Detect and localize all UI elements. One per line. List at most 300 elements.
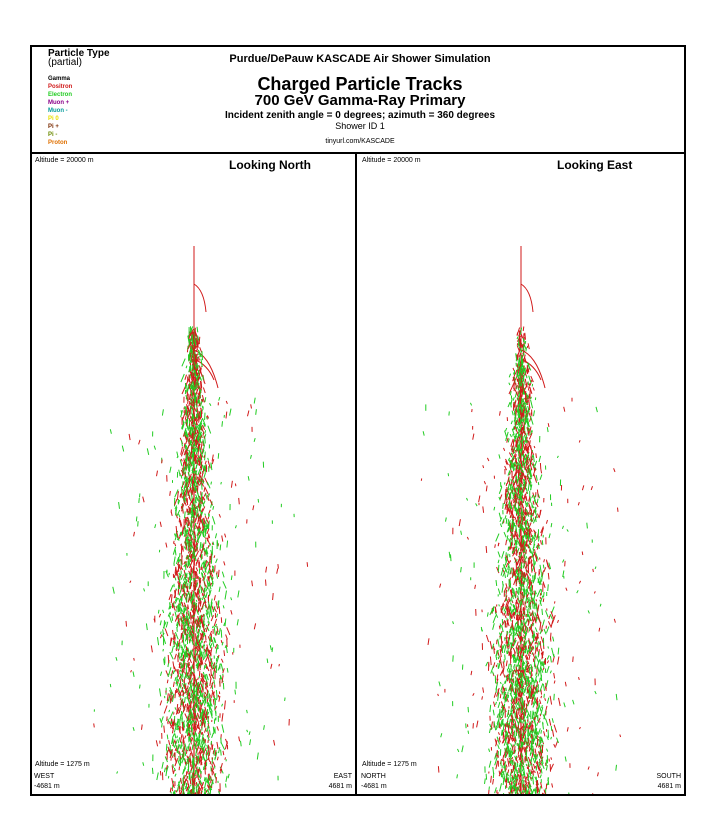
- stray-track: [187, 730, 188, 736]
- particle-track: [493, 672, 494, 675]
- particle-track: [508, 439, 509, 443]
- particle-track: [523, 327, 524, 332]
- stray-track: [140, 685, 141, 689]
- stray-track: [226, 412, 227, 419]
- stray-track: [257, 753, 258, 760]
- particle-track: [534, 730, 535, 735]
- particle-track: [217, 757, 218, 760]
- particle-track: [185, 406, 186, 410]
- stray-track: [267, 659, 268, 663]
- particle-track: [537, 687, 538, 694]
- particle-track: [533, 501, 534, 505]
- particle-track: [170, 652, 173, 659]
- particle-track: [173, 764, 174, 768]
- particle-track: [189, 747, 190, 751]
- particle-track: [533, 455, 534, 462]
- particle-track: [174, 670, 175, 672]
- particle-track: [193, 521, 194, 523]
- particle-track: [202, 646, 203, 649]
- stray-track: [170, 491, 171, 496]
- particle-track: [500, 783, 502, 791]
- shower-tracks-north: [32, 154, 357, 794]
- stray-track: [133, 672, 134, 677]
- particle-track: [500, 495, 502, 500]
- particle-track: [493, 623, 495, 630]
- stray-track: [218, 644, 219, 649]
- particle-track: [203, 675, 204, 683]
- particle-track: [176, 790, 177, 792]
- particle-track: [213, 727, 214, 732]
- particle-track: [183, 649, 184, 652]
- particle-track: [210, 698, 211, 707]
- stray-track: [199, 696, 200, 699]
- particle-track: [191, 566, 192, 568]
- particle-legend: [48, 49, 110, 147]
- particle-track: [174, 541, 175, 544]
- particle-track: [502, 691, 503, 694]
- particle-track: [503, 778, 504, 785]
- particle-track: [205, 436, 206, 444]
- particle-track: [157, 773, 159, 781]
- particle-track: [197, 327, 198, 333]
- particle-track: [204, 488, 205, 492]
- particle-track: [173, 630, 174, 635]
- particle-track: [200, 347, 202, 352]
- particle-track: [542, 540, 543, 545]
- particle-track: [534, 537, 536, 541]
- panel-looking-north: [32, 154, 357, 794]
- particle-track: [558, 657, 559, 665]
- particle-track: [185, 564, 186, 570]
- particle-track: [528, 645, 529, 649]
- particle-track: [175, 774, 176, 777]
- particle-track: [532, 752, 533, 758]
- particle-track: [532, 652, 533, 654]
- particle-track: [175, 567, 176, 574]
- particle-track: [185, 416, 186, 419]
- particle-track: [490, 724, 491, 727]
- particle-track: [225, 757, 226, 759]
- particle-track: [211, 741, 212, 745]
- particle-track: [172, 616, 173, 621]
- particle-track: [173, 733, 174, 736]
- particle-track: [527, 614, 528, 617]
- stray-track: [133, 727, 134, 731]
- particle-track: [537, 604, 538, 609]
- particle-track: [193, 733, 194, 736]
- particle-track: [523, 592, 524, 599]
- particle-track: [537, 723, 538, 726]
- particle-track: [531, 416, 534, 424]
- particle-track: [191, 789, 192, 791]
- particle-track: [530, 612, 531, 616]
- particle-track: [201, 441, 202, 443]
- particle-track: [178, 589, 179, 595]
- particle-track: [546, 765, 547, 770]
- particle-track: [209, 592, 210, 595]
- legend-item-pi-zero: Pi 0: [48, 116, 59, 122]
- stray-track: [219, 397, 220, 401]
- particle-track: [163, 649, 164, 651]
- stray-track: [271, 664, 272, 669]
- particle-track: [204, 436, 205, 438]
- particle-track: [494, 702, 495, 707]
- particle-track: [205, 528, 206, 532]
- particle-track: [531, 450, 532, 457]
- stray-track: [163, 610, 164, 613]
- stray-track: [222, 421, 223, 427]
- particle-track: [192, 758, 193, 765]
- particle-track: [179, 577, 180, 583]
- stray-track: [217, 614, 218, 618]
- particle-track: [186, 557, 187, 559]
- particle-track: [188, 577, 189, 582]
- particle-track: [505, 515, 506, 519]
- stray-track: [94, 723, 95, 727]
- stray-track: [219, 747, 220, 753]
- particle-track: [550, 671, 551, 674]
- particle-track: [211, 583, 212, 586]
- particle-track: [507, 675, 508, 677]
- particle-track: [215, 565, 216, 571]
- particle-track: [553, 637, 554, 642]
- particle-track: [512, 679, 513, 682]
- particle-track: [508, 648, 509, 654]
- altitude-bottom-label: Altitude = 1275 m: [35, 761, 90, 768]
- particle-track: [542, 630, 543, 632]
- particle-track: [498, 639, 500, 647]
- particle-track: [535, 771, 536, 773]
- particle-track: [504, 674, 505, 677]
- particle-track: [200, 585, 201, 591]
- particle-track: [183, 768, 186, 775]
- shower-tracks-east: [359, 154, 684, 794]
- particle-track: [196, 782, 197, 786]
- stray-track: [130, 581, 131, 583]
- particle-track: [531, 380, 532, 382]
- particle-track: [212, 693, 213, 698]
- particle-track: [522, 335, 523, 338]
- particle-track: [205, 461, 206, 464]
- particle-track: [551, 737, 552, 739]
- stray-track: [247, 710, 248, 713]
- particle-track: [489, 728, 490, 733]
- stray-track: [134, 658, 135, 661]
- particle-track: [177, 736, 178, 738]
- particle-track: [540, 775, 541, 779]
- stray-track: [216, 648, 217, 654]
- particle-track: [216, 690, 217, 697]
- legend-subtitle: (partial): [48, 57, 82, 68]
- stray-track: [226, 401, 227, 404]
- particle-track: [508, 519, 509, 524]
- particle-track: [554, 725, 557, 733]
- particle-track: [183, 655, 184, 662]
- stray-track: [191, 523, 192, 527]
- particle-track: [215, 533, 216, 538]
- particle-track: [532, 495, 533, 498]
- particle-track: [498, 755, 499, 758]
- particle-track: [496, 686, 497, 693]
- particle-track: [216, 601, 218, 609]
- stray-track: [162, 460, 163, 464]
- stray-track: [216, 777, 217, 783]
- stray-track: [202, 400, 203, 402]
- stray-track: [252, 581, 253, 587]
- stray-track: [224, 561, 225, 565]
- stray-track: [210, 403, 211, 406]
- particle-track: [518, 755, 519, 758]
- particle-track: [168, 655, 169, 663]
- particle-track: [185, 697, 186, 703]
- particle-track: [534, 540, 535, 548]
- particle-track: [529, 748, 530, 752]
- particle-track: [209, 588, 210, 592]
- particle-track: [533, 388, 534, 391]
- particle-track: [525, 379, 526, 386]
- particle-track: [525, 501, 526, 507]
- simulation-title: Purdue/DePauw KASCADE Air Shower Simulation: [229, 53, 491, 65]
- particle-track: [540, 659, 541, 665]
- particle-track: [509, 668, 510, 672]
- particle-track: [170, 612, 171, 615]
- particle-track: [552, 607, 555, 614]
- particle-track: [547, 660, 548, 663]
- particle-track: [515, 517, 516, 520]
- particle-track: [178, 737, 180, 743]
- particle-track: [209, 748, 210, 756]
- particle-track: [188, 780, 189, 785]
- particle-track: [180, 698, 181, 700]
- particle-track: [217, 696, 218, 700]
- particle-track: [530, 580, 531, 583]
- particle-track: [504, 707, 506, 712]
- particle-track: [529, 655, 530, 660]
- particle-track: [522, 571, 523, 578]
- particle-track: [189, 591, 190, 594]
- particle-track: [537, 771, 539, 778]
- particle-track: [535, 676, 537, 683]
- particle-track: [175, 723, 176, 725]
- particle-track: [195, 351, 196, 354]
- particle-track: [214, 748, 215, 755]
- particle-track: [204, 652, 205, 659]
- stray-track: [116, 657, 117, 661]
- particle-track: [223, 605, 224, 608]
- particle-track: [534, 691, 535, 694]
- stray-track: [231, 610, 232, 614]
- particle-track: [530, 497, 531, 502]
- stray-track: [226, 646, 227, 653]
- stray-track: [227, 541, 228, 548]
- particle-track: [181, 475, 182, 479]
- particle-track: [537, 499, 538, 504]
- particle-track: [186, 598, 187, 603]
- particle-track: [515, 656, 516, 661]
- particle-track: [196, 568, 198, 572]
- stray-track: [231, 481, 232, 488]
- particle-track: [206, 627, 207, 632]
- particle-track: [197, 632, 198, 634]
- particle-track: [526, 606, 527, 609]
- particle-track: [180, 714, 181, 721]
- particle-track: [175, 543, 176, 546]
- particle-track: [186, 668, 187, 676]
- particle-track: [185, 714, 188, 720]
- particle-track: [186, 458, 187, 462]
- particle-track: [518, 385, 519, 389]
- particle-track: [207, 674, 209, 680]
- particle-track: [526, 496, 527, 501]
- particle-track: [534, 464, 535, 467]
- particle-track: [490, 657, 491, 666]
- particle-track: [500, 524, 501, 527]
- particle-track: [509, 383, 510, 385]
- particle-track: [517, 426, 519, 431]
- stray-track: [110, 429, 111, 433]
- particle-track: [543, 620, 545, 626]
- particle-track: [174, 557, 175, 564]
- particle-track: [200, 377, 202, 381]
- particle-track: [506, 518, 507, 524]
- particle-track: [199, 722, 200, 728]
- particle-track: [533, 659, 534, 662]
- particle-track: [193, 665, 194, 669]
- particle-track: [524, 662, 525, 664]
- particle-track: [500, 694, 501, 698]
- stray-track: [144, 588, 145, 591]
- particle-track: [518, 457, 519, 462]
- panel-looking-east: [359, 154, 684, 794]
- particle-track: [208, 517, 209, 519]
- particle-track: [180, 670, 181, 672]
- stray-track: [270, 645, 271, 650]
- particle-track: [556, 741, 558, 746]
- stray-track: [235, 484, 236, 487]
- legend-title: Particle Type: [48, 48, 110, 59]
- particle-track: [168, 721, 169, 724]
- particle-track: [185, 736, 186, 739]
- stray-track: [254, 398, 255, 404]
- particle-track: [173, 661, 174, 669]
- particle-track: [225, 619, 226, 627]
- particle-track: [190, 435, 191, 439]
- particle-track: [183, 747, 184, 753]
- particle-track: [549, 719, 551, 726]
- particle-track: [552, 718, 553, 722]
- particle-track: [526, 556, 527, 558]
- particle-track: [551, 757, 552, 759]
- particle-track: [528, 772, 529, 781]
- particle-track: [515, 660, 516, 663]
- particle-track: [511, 720, 512, 722]
- particle-track: [181, 745, 182, 748]
- particle-track: [198, 691, 199, 695]
- particle-track: [543, 684, 544, 691]
- particle-track: [499, 513, 501, 519]
- stray-track: [156, 740, 157, 746]
- particle-track: [537, 589, 541, 597]
- particle-track: [195, 531, 196, 538]
- particle-track: [517, 407, 518, 413]
- stray-track: [238, 591, 239, 598]
- particle-track: [200, 681, 201, 684]
- stray-track: [279, 664, 280, 666]
- stray-track: [161, 632, 162, 635]
- particle-track: [511, 479, 512, 482]
- particle-track: [499, 487, 501, 493]
- particle-track: [517, 677, 518, 680]
- particle-track: [522, 679, 523, 687]
- stray-track: [151, 645, 152, 652]
- particle-track: [534, 410, 535, 416]
- particle-track: [541, 689, 542, 694]
- particle-track: [173, 682, 174, 687]
- particle-track: [536, 453, 537, 458]
- stray-track: [223, 751, 224, 755]
- particle-track: [552, 730, 553, 737]
- particle-track: [194, 461, 195, 466]
- particle-track: [493, 767, 494, 774]
- legend-item-muon-plus: Muon +: [48, 100, 70, 106]
- particle-track: [530, 418, 531, 422]
- particle-track: [506, 661, 507, 667]
- particle-track: [521, 528, 522, 536]
- stray-track: [264, 725, 265, 730]
- particle-track: [219, 587, 220, 592]
- particle-track: [209, 534, 210, 539]
- particle-track: [549, 616, 550, 619]
- particle-track: [204, 641, 205, 643]
- particle-track: [191, 482, 192, 485]
- stray-track: [146, 623, 147, 630]
- particle-track: [207, 690, 208, 693]
- particle-track: [544, 731, 545, 736]
- particle-track: [536, 673, 537, 676]
- particle-track: [525, 341, 526, 344]
- particle-track: [226, 635, 228, 640]
- stray-track: [152, 768, 153, 774]
- particle-track: [497, 737, 499, 745]
- particle-track: [193, 672, 194, 676]
- stray-track: [208, 726, 209, 729]
- stray-track: [247, 730, 248, 732]
- stray-track: [131, 670, 132, 672]
- particle-track: [175, 632, 178, 639]
- particle-track: [196, 787, 197, 793]
- particle-track: [517, 517, 518, 521]
- particle-track: [511, 603, 512, 606]
- particle-track: [169, 615, 172, 623]
- particle-track: [532, 700, 533, 703]
- particle-track: [181, 459, 182, 461]
- particle-track: [179, 514, 181, 517]
- stray-track: [249, 731, 250, 735]
- particle-track: [171, 594, 172, 603]
- particle-track: [546, 719, 548, 726]
- particle-track: [544, 559, 545, 562]
- stray-track: [256, 409, 257, 415]
- particle-track: [206, 635, 207, 640]
- particle-track: [181, 374, 184, 382]
- particle-track: [202, 570, 203, 573]
- particle-track: [204, 633, 205, 637]
- particle-track: [222, 724, 224, 732]
- particle-track: [214, 555, 215, 558]
- particle-track: [541, 469, 542, 473]
- particle-track: [170, 711, 174, 719]
- particle-track: [501, 636, 502, 643]
